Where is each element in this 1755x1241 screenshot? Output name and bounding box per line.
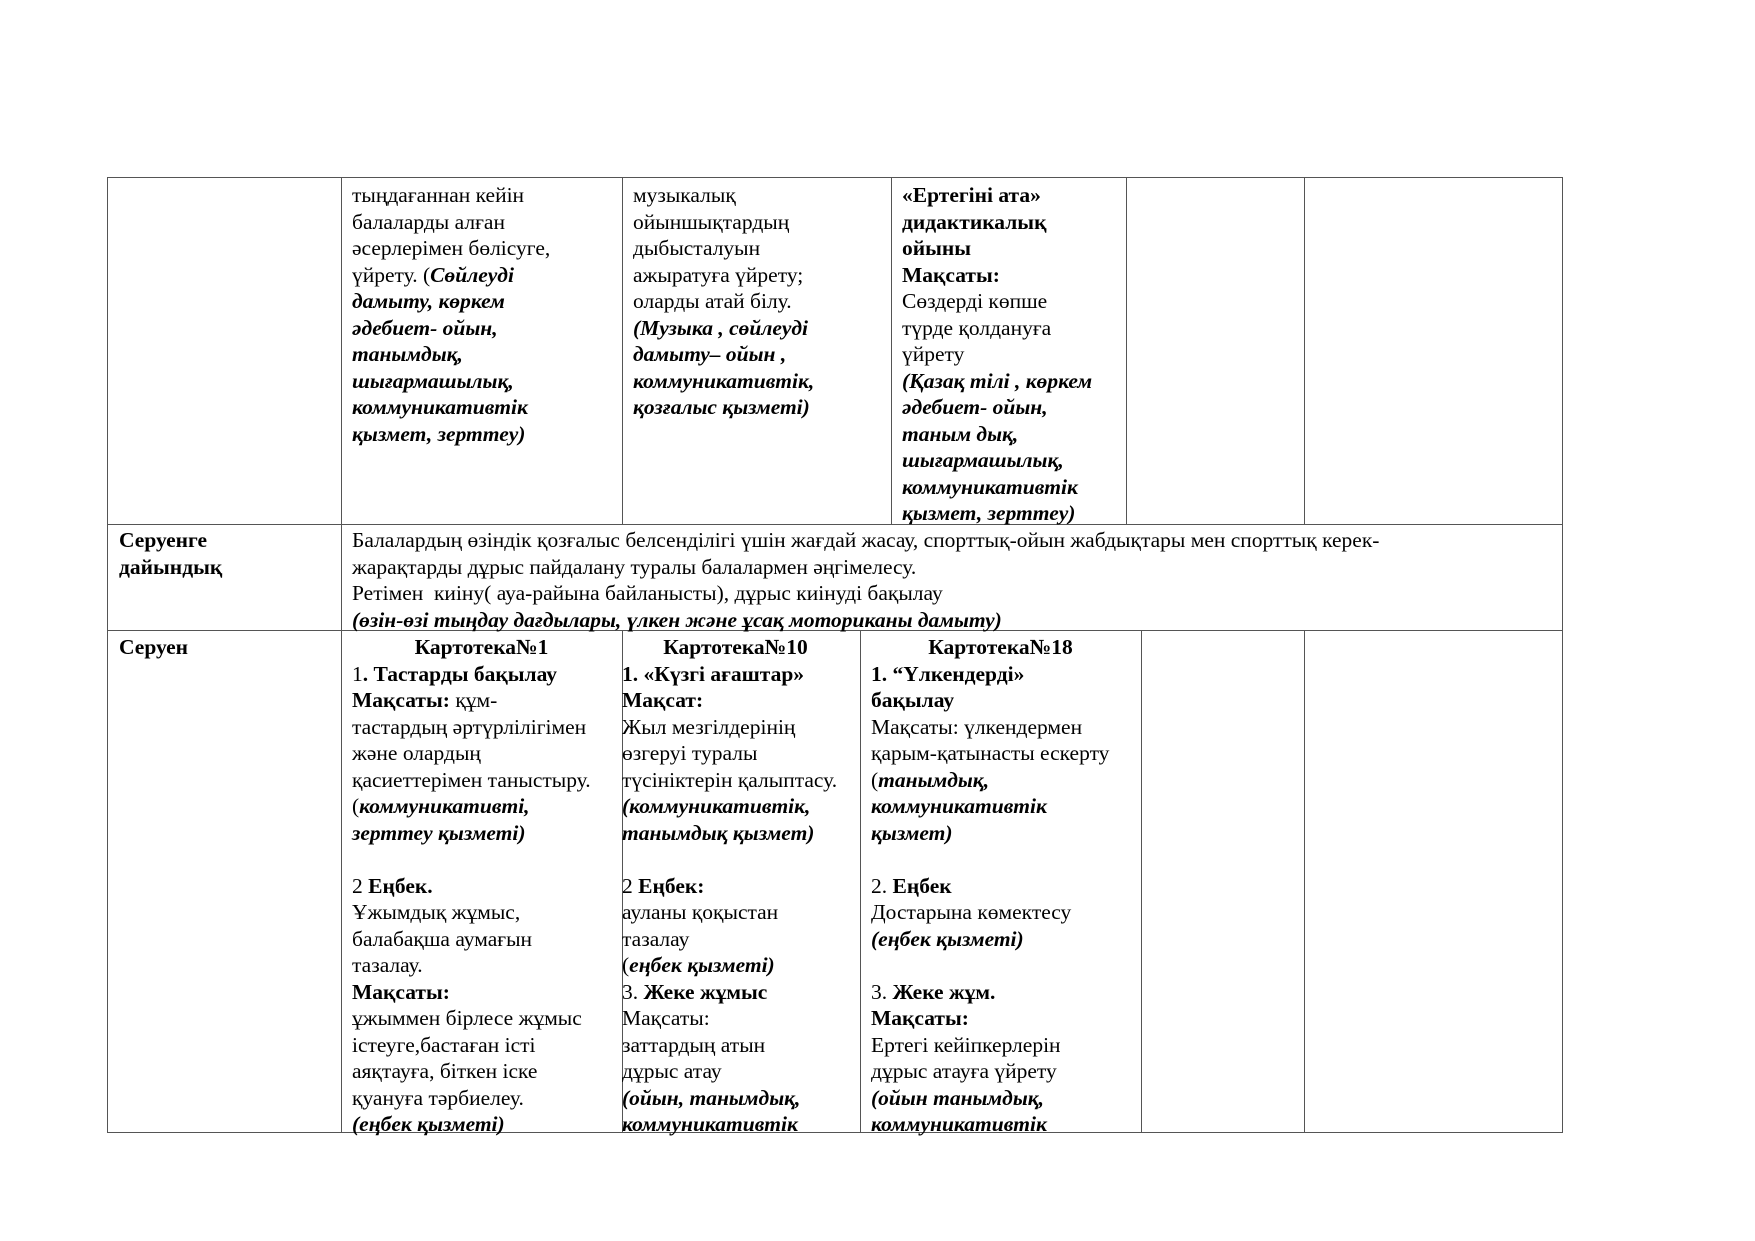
- row2-line3: Ретімен киіну( ауа-райына байланысты), дұрыс киінуді бақылау: [352, 581, 943, 605]
- row3-col4-goal-text: Мақсаты: үлкендермен қарым-қатынасты ескерту (: [871, 714, 1110, 792]
- row3-col2-goal-label: Мақсаты:: [352, 688, 450, 712]
- row3-col4-cell: [860, 630, 1141, 1136]
- row3-col3-cell: [622, 630, 860, 1136]
- row1-col3-cell: [622, 178, 891, 524]
- row3-col2-work-goal-label: Мақсаты:: [352, 979, 450, 1004]
- row2-label: Серуенге дайындық: [119, 528, 223, 579]
- row3-col2-obs-title: . Тастарды бақылау: [362, 661, 558, 686]
- row3-col2-goal-activity: коммуникативті, зерттеу қызметі): [352, 794, 530, 845]
- row3-col2-work-activity: (еңбек қызметі): [352, 1112, 505, 1136]
- row3-col3-work-title: Еңбек:: [638, 873, 705, 898]
- row3-col3-work-activity: еңбек қызметі): [629, 953, 775, 977]
- row3-col4-work-text: Достарына көмектесу: [871, 900, 1072, 924]
- row3-col3-card-title: Картотека№10: [663, 635, 808, 659]
- row3-col4-ind-activity: (ойын танымдық, коммуникативтік: [871, 1085, 1047, 1136]
- row3-col2-goal-paren: (: [352, 794, 360, 818]
- row-label-empty: [108, 178, 341, 524]
- row3-col4-card-title: Картотека№18: [928, 635, 1073, 659]
- row1-col2-cell: [341, 178, 622, 524]
- row2-line1: Балалардың өзіндік қозғалыс белсенділігі үшін жағдай жасау, спорттық-ойын жабдықтары мен спорттық керек-: [352, 528, 1380, 552]
- row3-col4-ind-title: Жеке жұм.: [892, 979, 996, 1004]
- row3-col6-cell: [1304, 630, 1562, 1132]
- table-row-continuation: [107, 177, 1563, 525]
- row3-label: Серуен: [119, 635, 189, 659]
- row3-col2-work-goal-text: ұжыммен бірлесе жұмыс істеуге,бастаған істі аяқтауға, біткен іске қуануға тәрбиелеу.: [352, 1006, 582, 1110]
- row3-col3-obs-title: 1. «Күзгі ағаштар»: [622, 661, 805, 686]
- row2-content: [341, 523, 1562, 630]
- row3-col3-goal-activity: (коммуникативтік, танымдық қызмет): [622, 794, 815, 845]
- table-row-walk: [107, 630, 1563, 1136]
- row3-col4-ind-num: 3.: [871, 979, 893, 1004]
- row3-col2-work-text: Ұжымдық жұмыс, балабақша аумағын тазалау.: [352, 900, 533, 977]
- row1-col4-activity: (Қазақ тілі , көркем әдебиет- ойын, таным дық, шығармашылық, коммуникативтік қызмет, зерттеу): [902, 368, 1093, 525]
- row1-col5-cell: [1126, 178, 1304, 524]
- row3-col3-work-text: ауланы қоқыстан тазалау (: [622, 900, 779, 977]
- table-row-walk-preparation: [107, 523, 1563, 631]
- row1-col4-goal-text: Сөздерді көпше түрде қолдануға үйрету: [902, 289, 1052, 366]
- row1-col4-game-title: «Ертегіні ата» дидактикалық ойыны: [902, 183, 1047, 260]
- row2-line4: (өзін-өзі тыңдау дағдылары, үлкен және ұсақ моториканы дамыту): [352, 607, 1002, 632]
- row3-col4-work-activity: (еңбек қызметі): [871, 926, 1024, 951]
- row3-col4-ind-goal-label: Мақсаты:: [871, 1006, 969, 1030]
- row1-col3-text: музыкалық ойыншықтардың дыбысталуын ажыратуға үйрету; оларды атай білу.: [633, 183, 804, 313]
- row3-col2-work-title: Еңбек.: [368, 873, 433, 898]
- row3-col2-work-num: 2: [352, 873, 369, 898]
- row3-col2-obs-num: 1: [352, 661, 363, 686]
- row3-col4-work-num: 2.: [871, 873, 893, 898]
- row3-col2-card-title: Картотека№1: [414, 635, 549, 659]
- row1-col2-text: тыңдағаннан кейін балаларды алған әсерлерімен бөлісуге, үйрету. (: [352, 183, 551, 287]
- row3-col3-ind-activity: (ойын, танымдық, коммуникативтік: [622, 1085, 801, 1136]
- row3-col3-work-num: 2: [622, 873, 639, 898]
- row1-col6-cell: [1304, 178, 1562, 524]
- row3-col4-ind-text: Ертегі кейіпкерлерін дұрыс атауға үйрету: [871, 1032, 1061, 1083]
- row3-col3-goal-text: Жыл мезгілдерінің өзгеруі туралы түсініктерін қалыптасу.: [622, 714, 838, 792]
- row3-col4-goal-activity: танымдық, коммуникативтік қызмет): [871, 767, 1047, 845]
- row3-col4-obs-title: 1. “Үлкендерді» бақылау: [871, 661, 1025, 712]
- row3-col3-ind-num: 3.: [622, 979, 644, 1004]
- row3-col2-goal-text: құм- тастардың әртүрлілігімен және олардың қасиеттерімен таныстыру.: [352, 688, 591, 792]
- row2-line2: жарақтарды дұрыс пайдалану туралы балалармен әңгімелесу.: [352, 554, 917, 579]
- row1-col2-activity: Сөйлеуді дамыту, көркем әдебиет- ойын, танымдық, шығармашылық, коммуникативтік қызмет, зерттеу): [352, 262, 528, 446]
- row1-col4-goal-label: Мақсаты:: [902, 262, 1000, 287]
- row3-col3-ind-goal: Мақсаты: заттардың атын дұрыс атау: [622, 1006, 766, 1083]
- row3-col3-ind-title: Жеке жұмыс: [643, 979, 768, 1004]
- row3-col3-goal-label: Мақсат:: [622, 688, 704, 712]
- row3-col4-work-title: Еңбек: [892, 873, 952, 898]
- row3-col2-cell: [341, 630, 622, 1136]
- row1-col4-cell: [891, 178, 1126, 524]
- row3-col5-cell: [1141, 630, 1304, 1132]
- row1-col3-activity: (Музыка , сөйлеуді дамыту– ойын , коммуникативтік, қозғалыс қызметі): [633, 315, 815, 419]
